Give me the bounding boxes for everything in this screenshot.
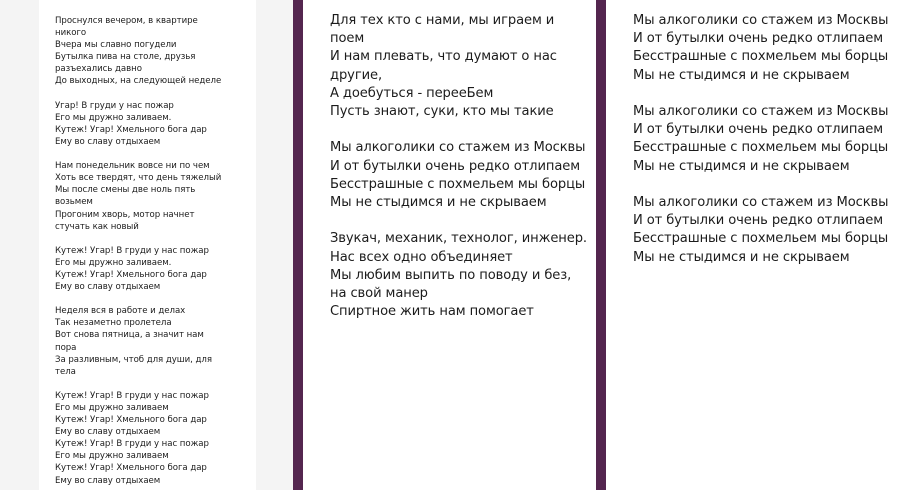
lyric-line: Бесстрашные с похмельем мы борцы <box>633 140 889 156</box>
lyric-line: Ему во славу отдыхаем <box>55 427 161 438</box>
lyrics-column-3[interactable] <box>606 0 900 490</box>
lyrics-column-1[interactable] <box>39 0 256 490</box>
lyric-line: Бутылка пива на столе, друзья <box>55 52 196 63</box>
lyric-line: Мы алкоголики со стажем из Москвы <box>330 140 586 156</box>
lyric-line: Его мы дружно заливаем. <box>55 112 172 123</box>
lyric-line: Угар! В груди у нас пожар <box>55 100 174 111</box>
lyric-line: Мы не стыдимся и не скрываем <box>633 67 850 83</box>
lyric-line: Прогоним хворь, мотор начнет <box>55 209 195 220</box>
lyrics-column-2[interactable] <box>303 0 596 490</box>
lyric-line: Мы не стыдимся и не скрываем <box>633 249 850 265</box>
lyric-line: Бесстрашные с похмельем мы борцы <box>633 49 889 65</box>
stanza <box>330 230 596 321</box>
lyric-line: И нам плевать, что думают о нас <box>330 49 557 65</box>
lyric-line: Кутеж! Угар! Хмельного бога дар <box>55 269 207 280</box>
lyric-line: Его мы дружно заливаем <box>55 403 169 413</box>
lyric-line: Ему во славу отдыхаем <box>55 136 161 147</box>
lyric-line: Кутеж! Угар! Хмельного бога дар <box>55 415 207 426</box>
stanza <box>633 12 900 85</box>
lyric-line: До выходных, на следующей неделе <box>55 76 222 87</box>
lyric-line: Вот снова пятница, а значит нам <box>55 330 204 341</box>
lyric-line: Проснулся вечером, в квартире <box>55 16 198 26</box>
lyric-line: никого <box>55 28 87 39</box>
column-divider-1 <box>293 0 303 490</box>
lyric-line: И от бутылки очень редко отлипаем <box>633 122 883 138</box>
lyric-line: Нас всех одно объединяет <box>330 249 513 265</box>
lyric-line: Мы алкоголики со стажем из Москвы <box>633 104 889 119</box>
lyric-line: Мы алкоголики со стажем из Москвы <box>633 13 889 28</box>
lyric-line: Кутеж! Угар! Хмельного бога дар <box>55 463 207 474</box>
stanza <box>330 139 596 212</box>
lyric-line: Кутеж! Угар! Хмельного бога дар <box>55 124 207 135</box>
stanza <box>55 305 256 378</box>
lyric-line: Хоть все твердят, что день тяжелый <box>55 173 222 184</box>
stanza <box>55 160 256 233</box>
stanza <box>633 194 900 267</box>
lyric-line: Нам понедельник вовсе ни по чем <box>55 161 210 172</box>
lyric-line: За разливным, чтоб для души, для <box>55 354 212 365</box>
lyric-line: Бесстрашные с похмельем мы борцы <box>330 176 586 192</box>
stanza <box>55 100 256 148</box>
lyric-line: Мы алкоголики со стажем из Москвы <box>633 195 889 210</box>
lyric-line: Неделя вся в работе и делах <box>55 306 186 317</box>
lyric-line: Бесстрашные с похмельем мы борцы <box>633 231 889 247</box>
lyric-line: Вчера мы славно погудели <box>55 40 177 51</box>
lyric-line: на свой манер <box>330 286 428 302</box>
lyric-line: стучать как новый <box>55 221 139 232</box>
lyric-line: А доебуться - перееБем <box>330 85 494 101</box>
lyric-line: Так незаметно пролетела <box>55 318 172 329</box>
lyric-line: возьмем <box>55 197 93 208</box>
lyric-line: Звукач, механик, технолог, инженер. <box>330 231 587 247</box>
lyric-line: другие, <box>330 67 383 83</box>
left-margin <box>0 0 39 490</box>
stanza <box>55 245 256 293</box>
lyric-line: Мы любим выпить по поводу и без, <box>330 267 572 283</box>
stanza <box>330 12 596 121</box>
lyric-line: Пусть знают, суки, кто мы такие <box>330 104 554 120</box>
lyric-line: пора <box>55 342 77 353</box>
lyric-line: Кутеж! Угар! В груди у нас пожар <box>55 439 209 450</box>
stanza <box>55 390 256 487</box>
lyric-line: поем <box>330 31 365 47</box>
lyric-line: разъехались давно <box>55 64 142 75</box>
lyric-line: Кутеж! Угар! В груди у нас пожар <box>55 245 209 256</box>
lyric-line: Кутеж! Угар! В груди у нас пожар <box>55 390 209 401</box>
lyric-line: тела <box>55 366 76 377</box>
lyric-line: И от бутылки очень редко отлипаем <box>633 31 883 47</box>
lyric-line: Мы не стыдимся и не скрываем <box>633 158 850 174</box>
lyric-line: Спиртное жить нам помогает <box>330 304 534 320</box>
lyric-line: Ему во славу отдыхаем <box>55 475 161 486</box>
lyric-line: Для тех кто с нами, мы играем и <box>330 13 555 28</box>
lyric-line: Мы после смены две ноль пять <box>55 185 196 196</box>
lyric-line: Мы не стыдимся и не скрываем <box>330 195 547 211</box>
lyric-line: И от бутылки очень редко отлипаем <box>633 213 883 229</box>
lyric-line: Его мы дружно заливаем. <box>55 257 172 268</box>
column-divider-2 <box>596 0 606 490</box>
column-1-right-margin <box>256 0 293 490</box>
lyric-line: Ему во славу отдыхаем <box>55 282 161 293</box>
stanza <box>633 103 900 176</box>
stanza <box>55 15 256 88</box>
lyric-line: Его мы дружно заливаем <box>55 451 169 462</box>
lyric-line: И от бутылки очень редко отлипаем <box>330 158 580 174</box>
